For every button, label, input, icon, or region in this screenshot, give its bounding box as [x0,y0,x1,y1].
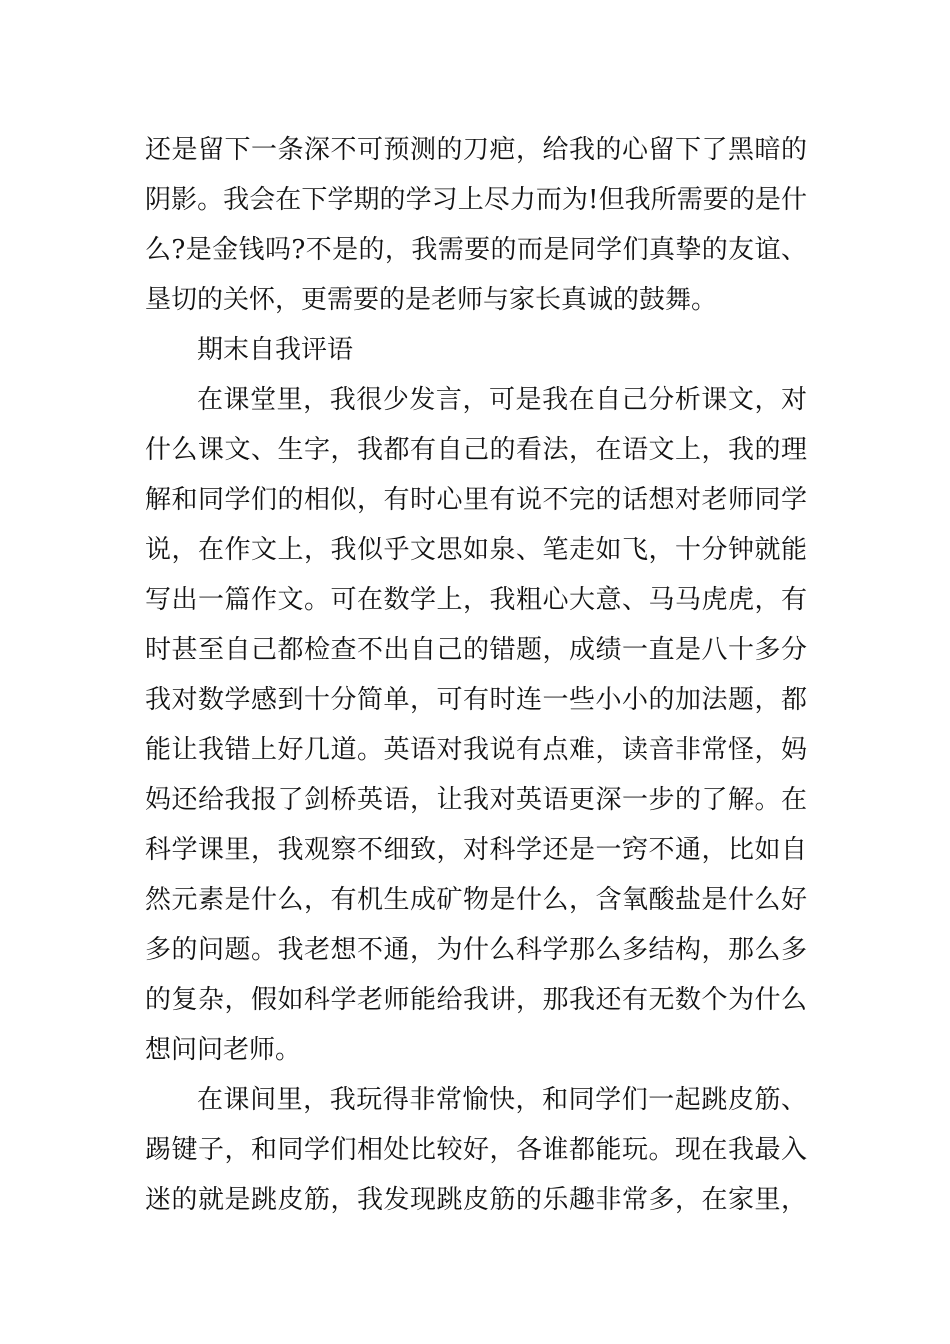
section-heading: 期末自我评语 [197,335,354,365]
text-line: 在课间里，我玩得非常愉快，和同学们一起跳皮筋、 [197,1085,807,1115]
text-line: 还是留下一条深不可预测的刀疤，给我的心留下了黑暗的 [145,135,807,165]
text-line: 时甚至自己都检查不出自己的错题，成绩一直是八十多分 [145,635,807,665]
text-line: 科学课里，我观察不细致，对科学还是一窍不通，比如自 [145,835,807,865]
text-line: 的复杂，假如科学老师能给我讲，那我还有无数个为什么 [145,985,807,1015]
text-line: 我对数学感到十分简单，可有时连一些小小的加法题，都 [145,685,807,715]
text-line: 什么课文、生字，我都有自己的看法，在语文上，我的理 [145,435,807,465]
text-line: 阴影。我会在下学期的学习上尽力而为!但我所需要的是什 [145,185,807,215]
text-line: 写出一篇作文。可在数学上，我粗心大意、马马虎虎，有 [145,585,807,615]
text-line: 在课堂里，我很少发言，可是我在自己分析课文，对 [197,385,807,415]
text-line: 然元素是什么，有机生成矿物是什么，含氧酸盐是什么好 [145,885,807,915]
text-line: 说，在作文上，我似乎文思如泉、笔走如飞，十分钟就能 [145,535,807,565]
text-line: 多的问题。我老想不通，为什么科学那么多结构，那么多 [145,935,807,965]
text-line: 能让我错上好几道。英语对我说有点难，读音非常怪，妈 [145,735,807,765]
text-line: 妈还给我报了剑桥英语，让我对英语更深一步的了解。在 [145,785,807,815]
text-line: 垦切的关怀，更需要的是老师与家长真诚的鼓舞。 [145,285,718,315]
text-line: 踢键子，和同学们相处比较好，各谁都能玩。现在我最入 [145,1135,807,1165]
text-line: 迷的就是跳皮筋，我发现跳皮筋的乐趣非常多，在家里， [145,1185,807,1215]
text-line: 想问问老师。 [145,1035,302,1065]
text-line: 解和同学们的相似，有时心里有说不完的话想对老师同学 [145,485,807,515]
text-line: 么?是金钱吗?不是的，我需要的而是同学们真挚的友谊、 [145,235,807,265]
